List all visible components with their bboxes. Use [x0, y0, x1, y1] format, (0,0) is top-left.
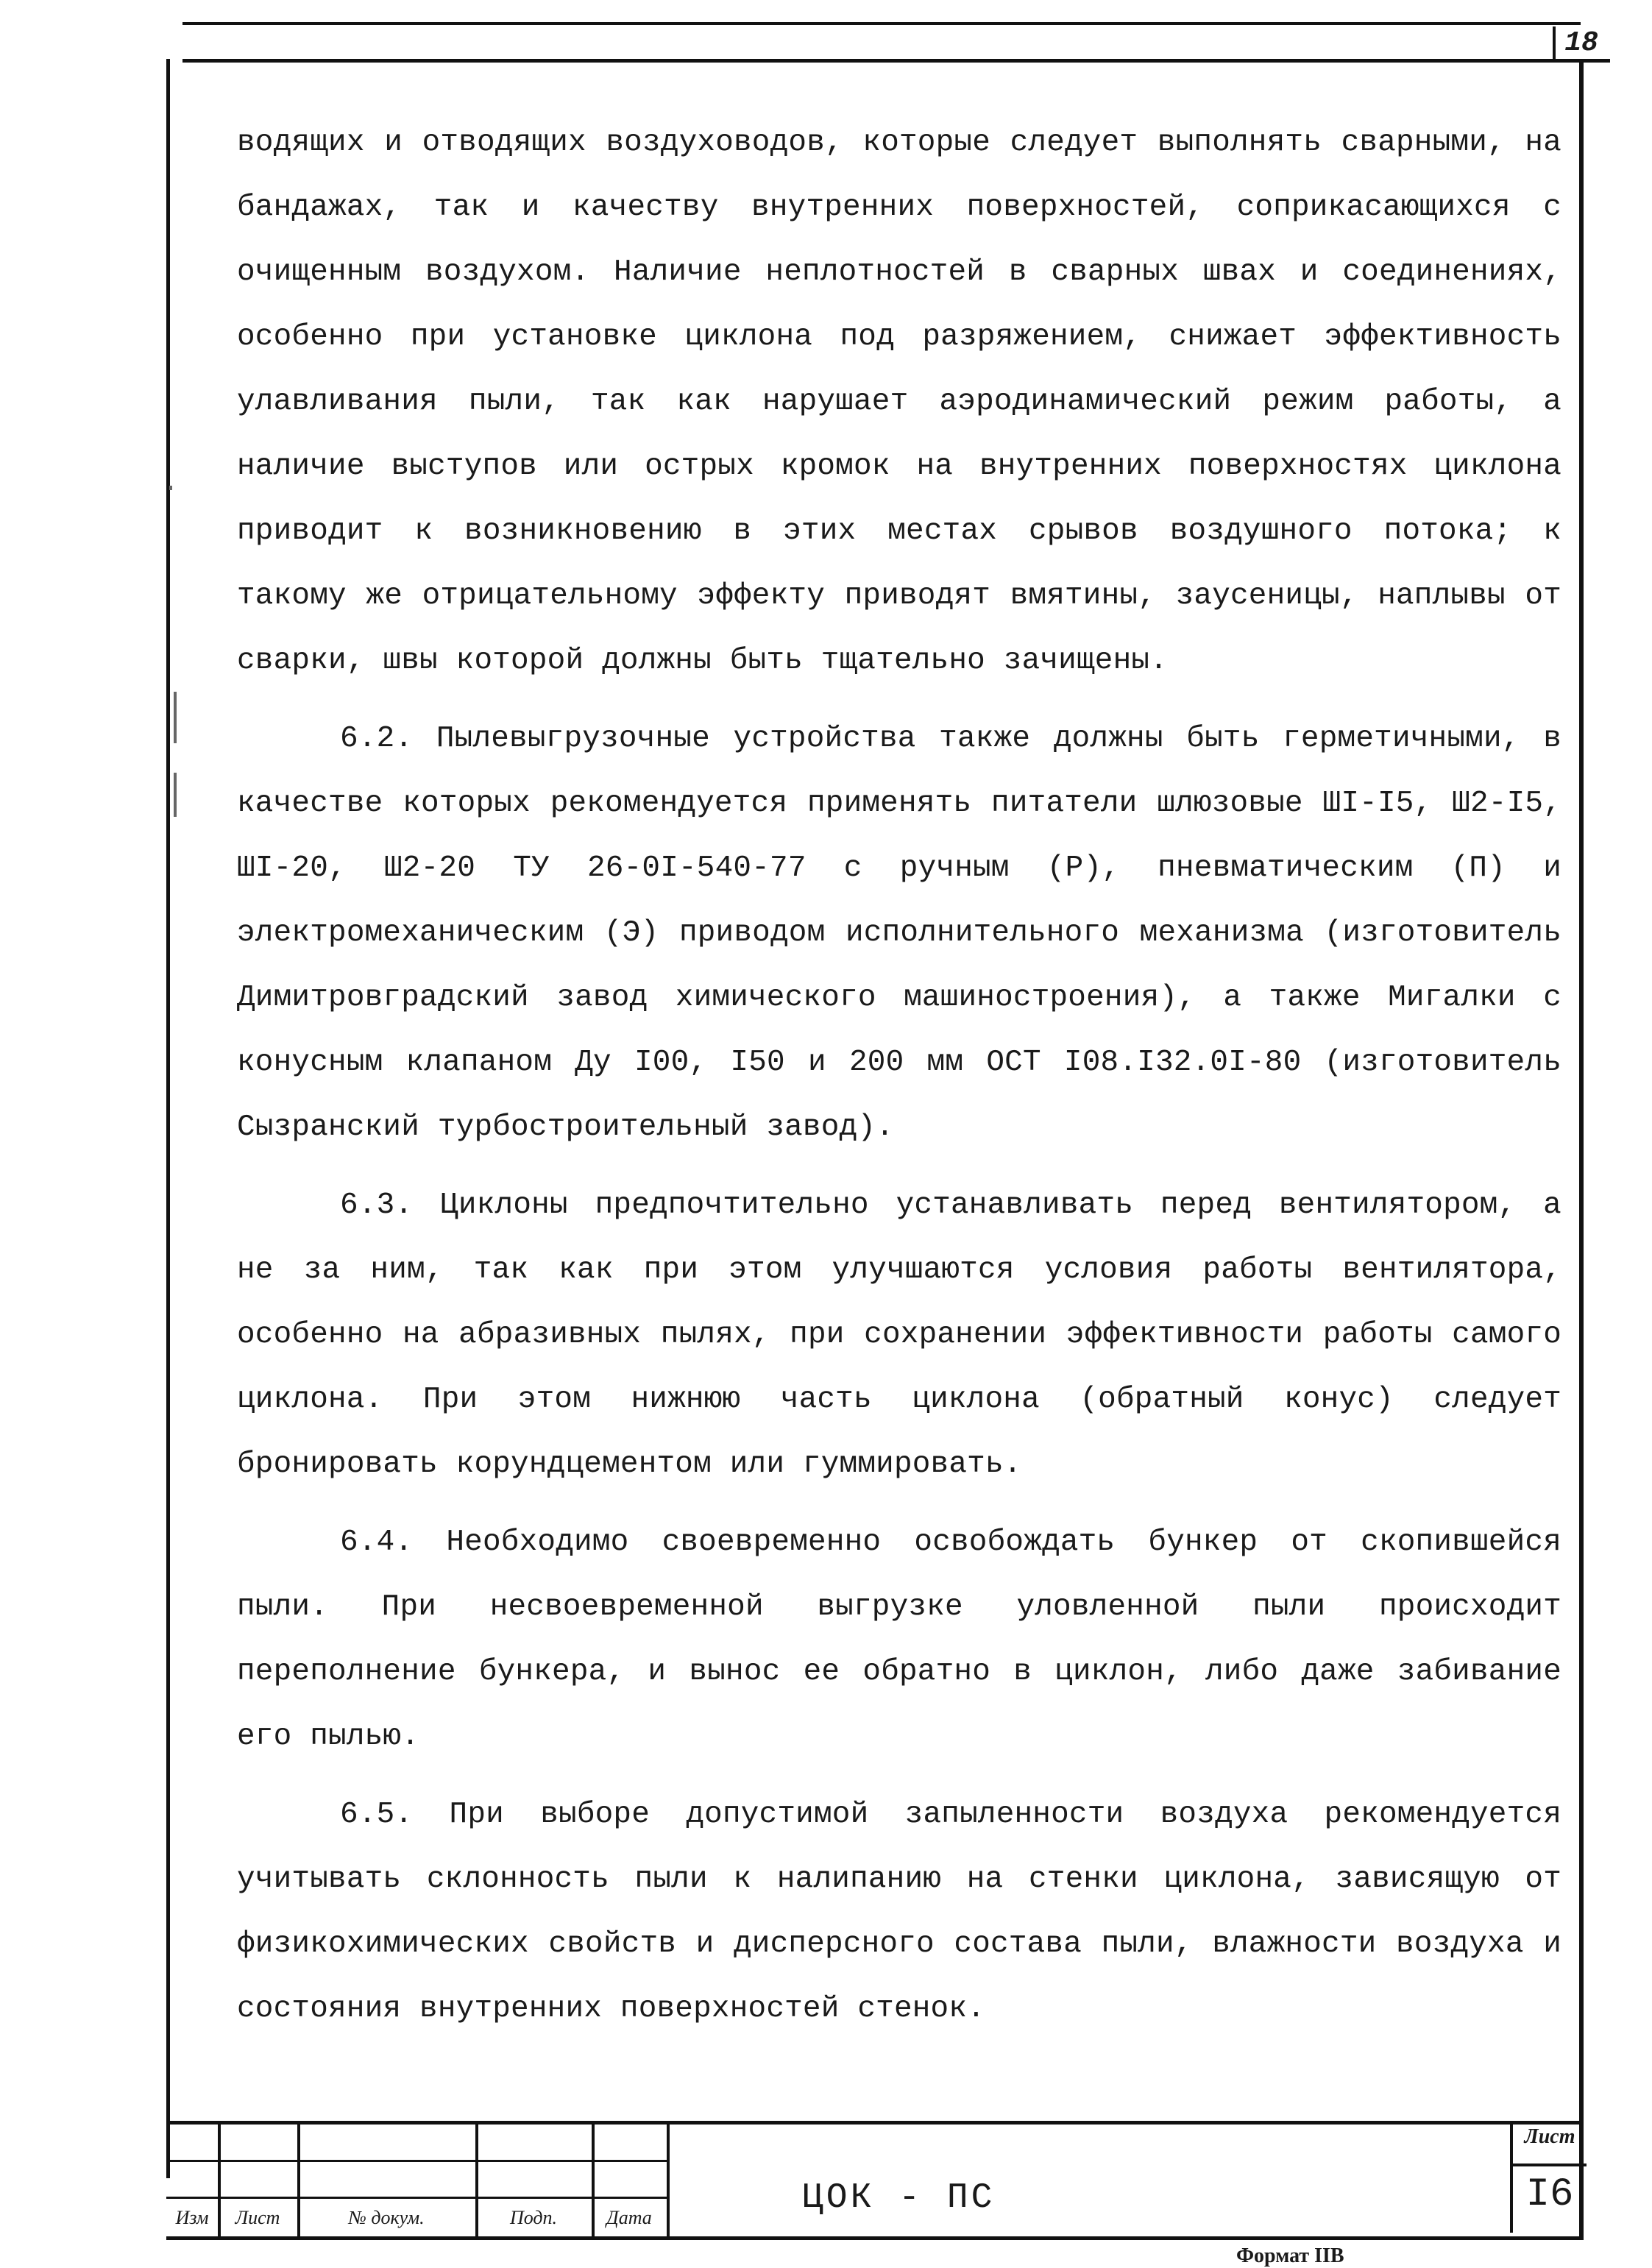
margin-mark — [169, 486, 172, 490]
sheet-label: Лист — [1524, 2125, 1575, 2148]
label-signature: Подп. — [509, 2207, 558, 2228]
document-code: ЦОК - ПС — [802, 2178, 996, 2218]
frame-right-border — [1579, 59, 1584, 2237]
top-rule — [182, 22, 1581, 25]
paragraph-continuation: водящих и отводящих воздуховодов, которые следует выполнять сварными, на бандажах, так и качеству внутренних поверхностей, соприкасающихся с очищенным воздухом. Наличие неплотностей в сварных швах и соединениях, особенно при установке циклона под разряжением, снижает эффективность улавливания пыли, так как нарушает аэродинамический режим работы, а наличие выступов или острых кромок на внутренних поверхностях циклона приводит к возникновению в этих местах срывов воздушного потока; к такому же отрицательному эффекту приводят вмятины, заусеницы, наплывы от сварки, швы которой должны быть тщательно зачищены. — [237, 126, 1561, 678]
margin-mark — [174, 692, 177, 743]
paragraph-6-3: 6.3. Циклоны предпочтительно устанавливать перед вентилятором, а не за ним, так как при этом улучшаются условия работы вентилятора, особенно на абразивных пылях, при сохранении эффективности работы самого циклона. При этом нижнюю часть циклона (обратный конус) следует бронировать корундцементом или гуммировать. — [237, 1188, 1561, 1481]
paragraph-6-4: 6.4. Необходимо своевременно освобождать бункер от скопившейся пыли. При несвоевременной выгрузке уловленной пыли происходит переполнение бункера, и вынос ее обратно в циклон, либо даже забивание его пылью. — [237, 1525, 1561, 1754]
revision-table — [166, 2125, 667, 2236]
sheet-box — [1510, 2121, 1587, 2233]
sheet-separator — [1513, 2164, 1587, 2166]
label-doc-number: № докум. — [348, 2207, 425, 2228]
label-list: Лист — [235, 2207, 280, 2228]
frame-top-border — [182, 59, 1610, 63]
frame-left-border — [166, 59, 170, 2178]
page-number-top: 18 — [1553, 26, 1607, 59]
format-label: Формат IIВ — [1236, 2244, 1344, 2267]
paragraph-6-2: 6.2. Пылевыгрузочные устройства также должны быть герметичными, в качестве которых рекомендуется применять питатели шлюзовые ШI-I5, Ш2-I5, ШI-20, Ш2-20 ТУ 26-0I-540-77 с ручным (Р), пневматическим (П) и электромеханическим (Э) приводом исполнительного механизма (изготовитель Димитровградский завод химического машиностроения), а также Мигалки с конусным клапаном Ду I00, I50 и 200 мм ОСТ I08.I32.0I-80 (изготовитель Сызранский турбостроительный завод). — [237, 722, 1561, 1144]
label-izm: Изм — [175, 2207, 209, 2228]
sheet-number: I6 — [1525, 2172, 1574, 2217]
paragraph-6-5: 6.5. При выборе допустимой запыленности воздуха рекомендуется учитывать склонность пыли к налипанию на стенки циклона, зависящую от физикохимических свойств и дисперсного состава пыли, влажности воздуха и состояния внутренних поверхностей стенок. — [237, 1798, 1561, 2026]
document-body — [237, 110, 1561, 2055]
table-line — [667, 2125, 670, 2236]
label-date: Дата — [606, 2207, 652, 2228]
margin-mark — [174, 773, 177, 817]
